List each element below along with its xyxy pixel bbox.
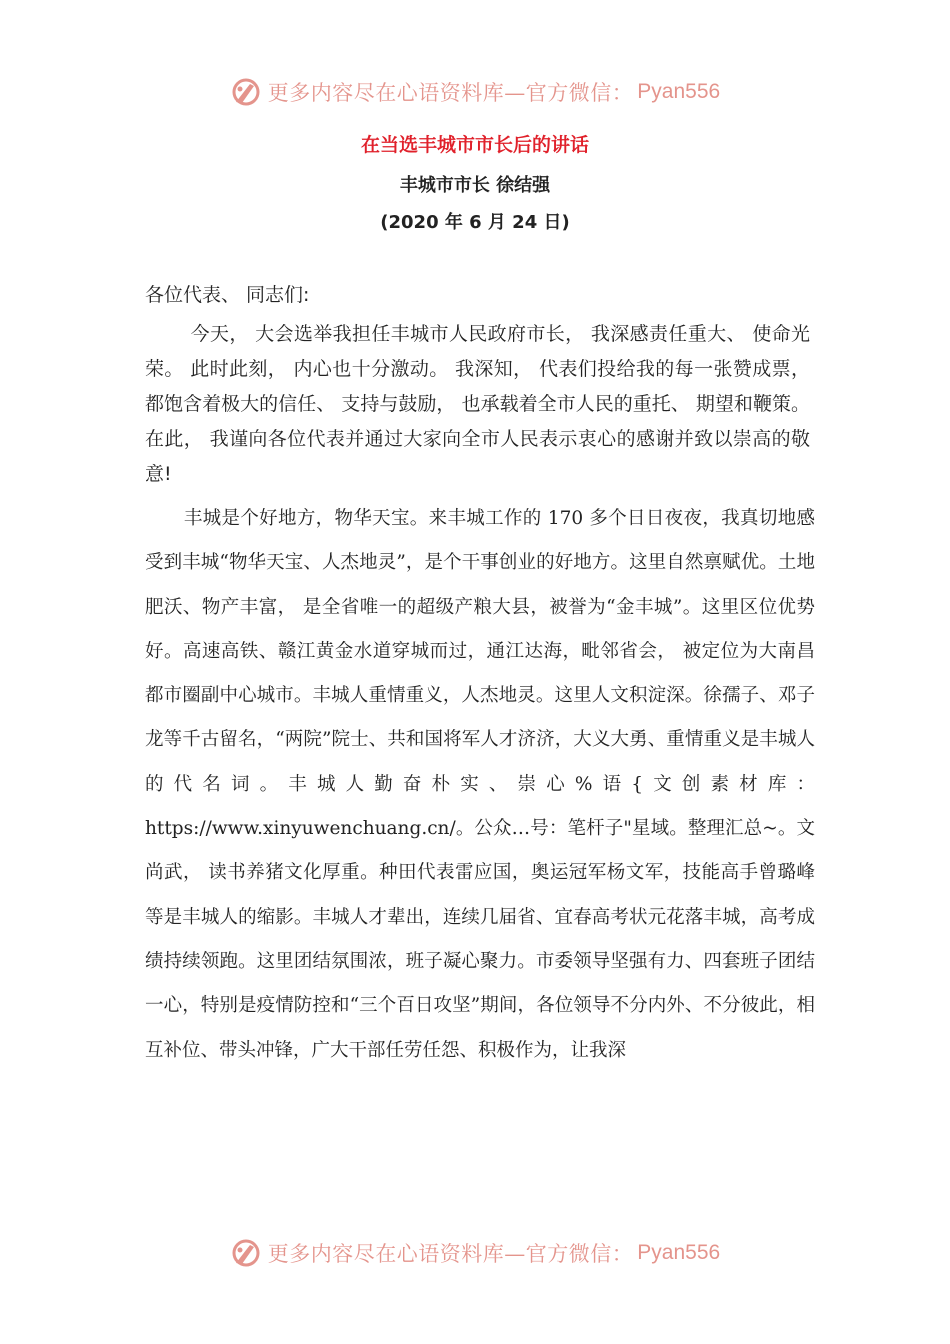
banner-wechat-id: Pyan556 xyxy=(637,1241,721,1264)
brush-logo-icon xyxy=(230,76,262,108)
paragraph-2: 丰城是个好地方，物华天宝。来丰城工作的 170 多个日日夜夜，我真切地感受到丰城“物华天宝、人杰地灵”，是个干事创业的好地方。这里自然禀赋优。土地肥沃、物产丰富， 是全省唯一的超级产粮大县，被誉为“金丰城”。这里区位优势好。高速高铁、赣江黄金水道穿城而过，通江达海，毗邻省会， 被定位为大南昌都市圈副中心城市。丰城人重情重义，人杰地灵。这里人文积淀深。徐孺子、邓子龙等千古留名，“两院”院士、共和国将军人才济济，大义大勇、重情重义是丰城人的代名词。丰城人勤奋朴实、崇心%语{文创素材库：https://www.xinyuwenchuang.cn/。公众…号：笔杆子"星域。整理汇总~。文尚武， 读书养猪文化厚重。种田代表雷应国，奥运冠军杨文军，技能高手曾璐峰等是丰城人的缩影。丰城人才辈出，连续几届省、宜春高考状元花落丰城，高考成绩持续领跑。这里团结氛围浓，班子凝心聚力。市委领导坚强有力、四套班子团结一心，特别是疫情防控和“三个百日攻坚”期间，各位领导不分内外、不分彼此，相互补位、带头冲锋，广大干部任劳任怨、积极作为，让我深 xyxy=(145,508,815,1061)
document-title: 在当选丰城市市长后的讲话 xyxy=(360,134,589,156)
banner-text: 更多内容尽在心语资料库—官方微信： xyxy=(267,81,634,105)
footer-banner xyxy=(0,1233,950,1273)
document-author: 丰城市市长 徐结强 xyxy=(399,175,551,196)
header-banner xyxy=(0,72,950,112)
paragraph-1: 今天， 大会选举我担任丰城市人民政府市长， 我深感责任重大、 使命光荣。 此时此刻， 内心也十分激动。 我深知， 代表们投给我的每一张赞成票， 都饱含着极大的信任、 支持与鼓励， 也承载着全市人民的重托、 期望和鞭策。 在此， 我谨向各位代表并通过大家向全市人民表示衷心的感谢并致以崇高的敬意! xyxy=(145,323,810,485)
document-date: (2020 年 6 月 24 日) xyxy=(380,212,570,233)
banner-text: 更多内容尽在心语资料库—官方微信： xyxy=(267,1242,634,1266)
banner-wechat-id: Pyan556 xyxy=(637,80,721,103)
brush-logo-icon xyxy=(230,1237,262,1269)
greeting: 各位代表、 同志们: xyxy=(145,284,310,306)
